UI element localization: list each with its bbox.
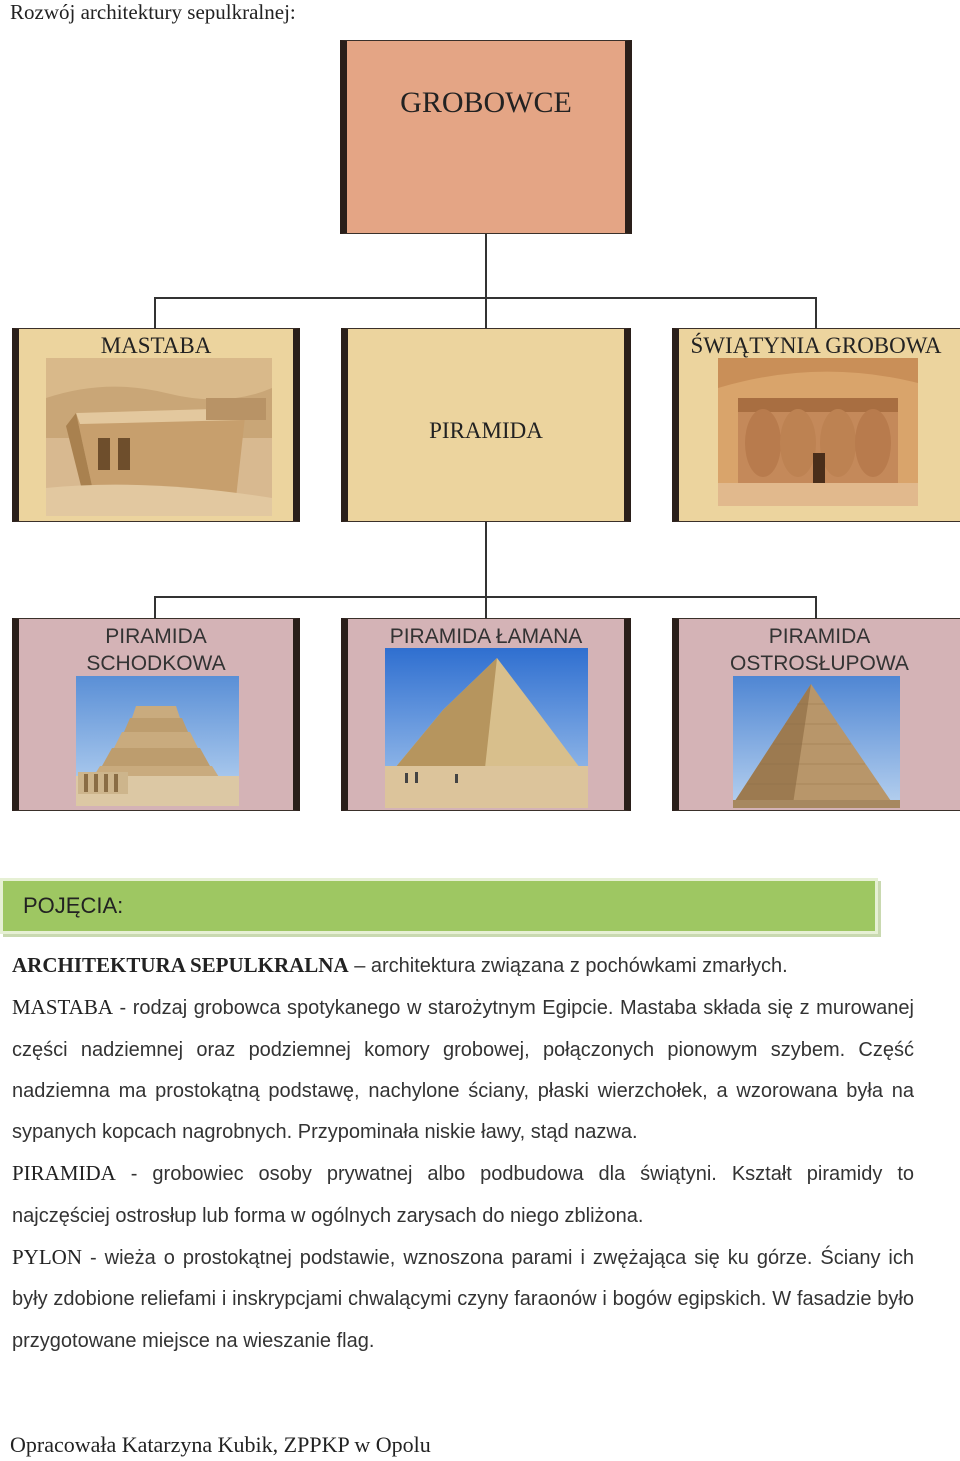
definition-mastaba-text: - rodzaj grobowca spotykanego w starożytnym Egipcie. Mastaba składa się z murowanej części nadziemnej oraz podziemnej komory grobowej, połączonych pionowym szybem. Część nadziemna ma prostokątną podstawę, nachylone ściany, płaski wierzchołek, a wzorowana była na sypanych kopcach nagrobnych. Przypominała niskie ławy, stąd nazwa. — [12, 997, 914, 1144]
intro-heading: Rozwój architektury sepulkralnej: — [10, 0, 296, 24]
connector-l2-right — [815, 297, 817, 328]
node-schodkowa-label-1: PIRAMIDA — [105, 625, 207, 648]
node-ostroslupowa-label-1: PIRAMIDA — [768, 625, 871, 648]
definition-pylon-text: - wieża o prostokątnej podstawie, wznoszona parami i zwężająca się ku górze. Ściany ich były zdobione reliefami i inskrypcjami chwalącymi czyny faraonów i bogów egipskich. W fasadzie było przygotowane miejsce na wieszanie flag. — [12, 1247, 914, 1352]
node-ostroslupowa-label-2: OSTROSŁUPOWA — [730, 652, 909, 675]
connector-l2-left — [154, 297, 156, 328]
footer-author: Opracowała Katarzyna Kubik, ZPPKP w Opolu — [10, 1432, 431, 1457]
connector-l3-right — [815, 596, 817, 618]
connector-l2-mid — [485, 297, 487, 328]
schodkowa-photo — [76, 676, 239, 806]
definition-piramida-text: - grobowiec osoby prywatnej albo podbudowa dla świątyni. Kształt piramidy to najczęściej ostrosłup lub forma w ogólnych zarysach do niego zbliżona. — [12, 1163, 914, 1227]
concepts-header: POJĘCIA: — [0, 878, 878, 934]
mastaba-photo — [46, 358, 272, 516]
term-piramida: PIRAMIDA — [12, 1161, 116, 1186]
node-grobowce — [340, 40, 632, 234]
definitions — [12, 945, 914, 1362]
definition-piramida — [12, 1153, 914, 1237]
connector-root-down — [485, 234, 487, 298]
lamana-photo — [385, 648, 588, 808]
node-schodkowa-label-2: SCHODKOWA — [86, 652, 226, 675]
definition-architektura — [12, 945, 914, 987]
term-pylon: PYLON — [12, 1245, 83, 1270]
node-piramida-label: PIRAMIDA — [429, 418, 543, 443]
definition-pylon — [12, 1237, 914, 1362]
term-architektura: ARCHITEKTURA SEPULKRALNA — [12, 953, 349, 977]
node-piramida — [341, 328, 631, 522]
connector-piramida-down — [485, 522, 487, 597]
node-swiatynia-label: ŚWIĄTYNIA GROBOWA — [690, 333, 942, 358]
node-mastaba-label-text: MASTABA — [100, 333, 212, 358]
definition-mastaba — [12, 987, 914, 1153]
connector-l3-mid — [485, 596, 487, 618]
term-mastaba: MASTABA — [12, 995, 114, 1020]
node-lamana-label: PIRAMIDA ŁAMANA — [389, 625, 583, 648]
connector-l3-left — [154, 596, 156, 618]
swiatynia-photo — [718, 358, 918, 506]
ostroslupowa-photo — [733, 676, 900, 808]
node-grobowce-label: GROBOWCE — [400, 86, 572, 119]
definition-architektura-text: – architektura związana z pochówkami zmarłych. — [348, 955, 788, 977]
